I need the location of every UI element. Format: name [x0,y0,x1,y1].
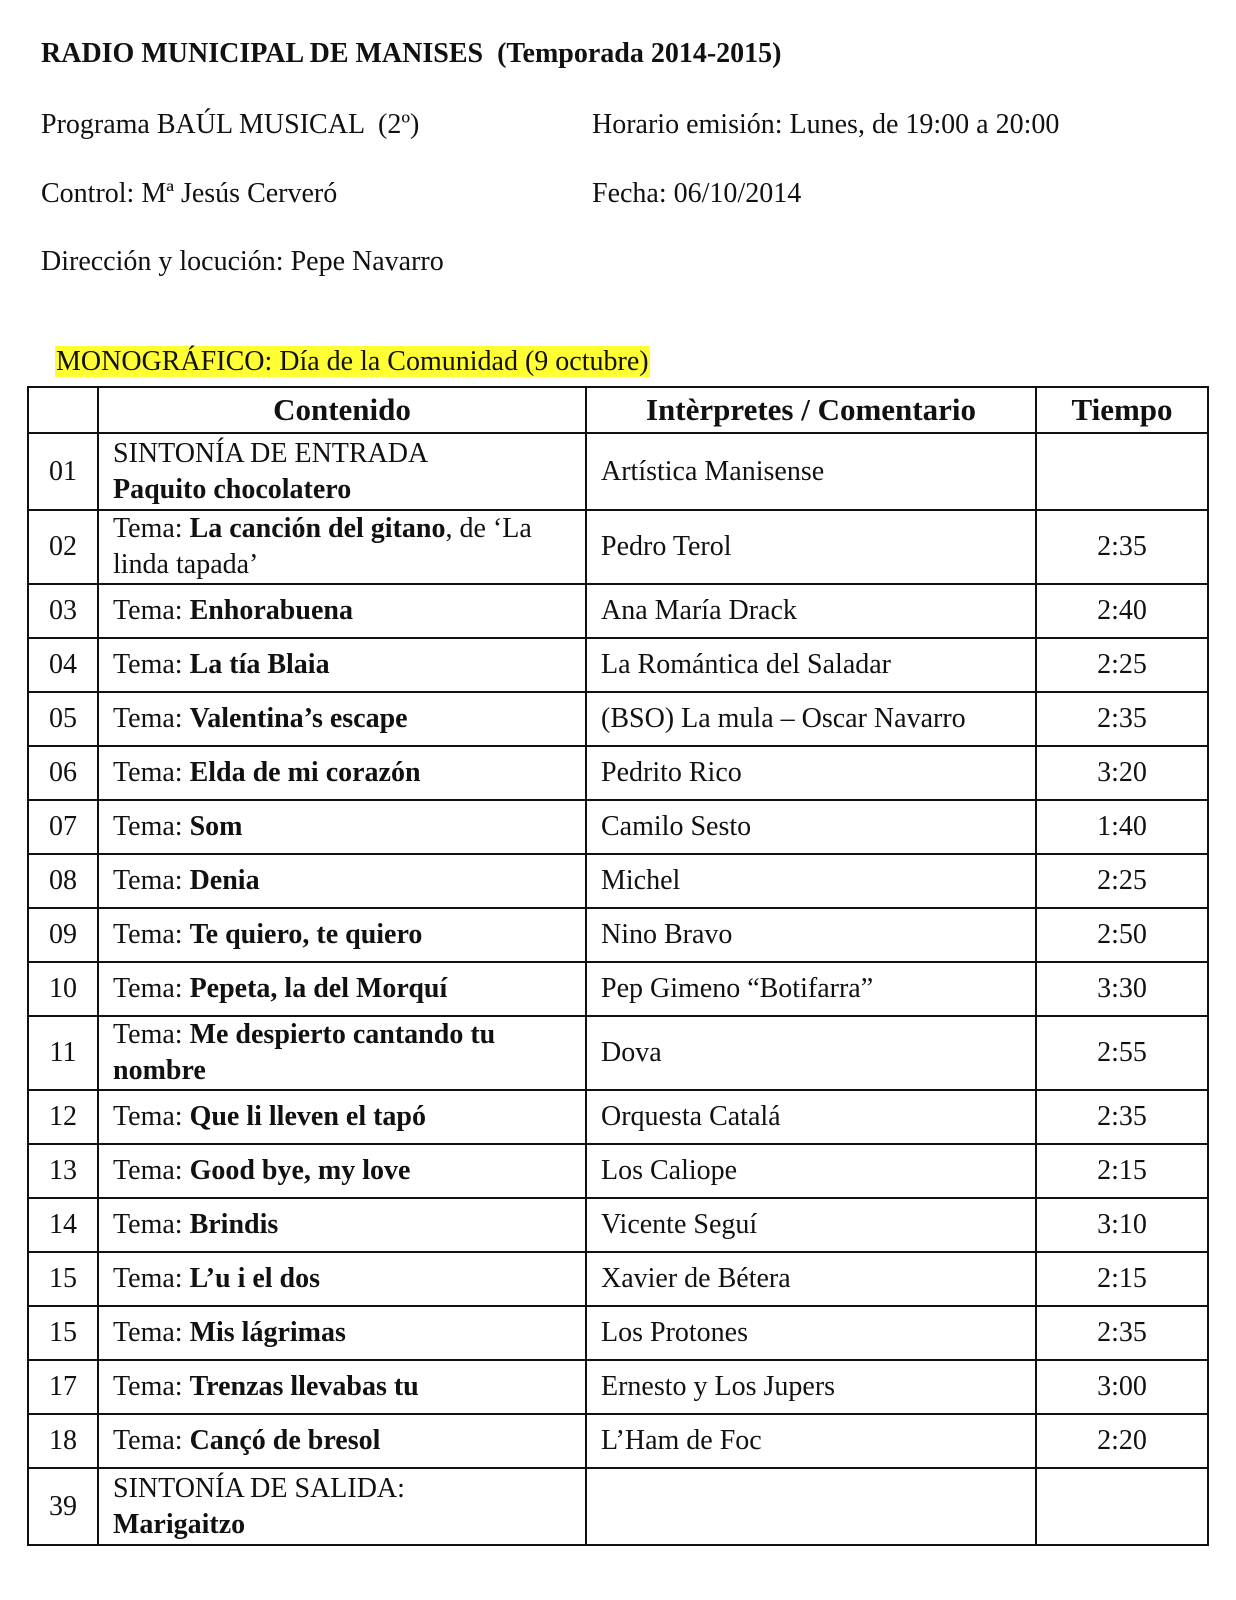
monographic-line [41,314,650,378]
row-time: 2:20 [1036,1414,1208,1468]
content-prefix: Tema: [113,1425,190,1456]
row-content [98,1360,586,1414]
row-time: 2:15 [1036,1252,1208,1306]
row-number: 08 [28,854,98,908]
song-title: Brindis [189,1209,279,1240]
row-time: 3:30 [1036,962,1208,1016]
row-performer: Ernesto y Los Jupers [586,1360,1036,1414]
row-content [98,854,586,908]
row-number: 02 [28,510,98,584]
header-number [28,387,98,433]
row-content [98,1252,586,1306]
song-title: Elda de mi corazón [189,757,421,788]
row-content [98,908,586,962]
table-row [28,1016,1208,1090]
row-number: 15 [28,1252,98,1306]
row-performer: Camilo Sesto [586,800,1036,854]
monographic-highlight: MONOGRÁFICO: Día de la Comunidad (9 octubre) [56,346,649,377]
content-prefix: Tema: [113,1019,190,1050]
row-number: 10 [28,962,98,1016]
row-content [98,746,586,800]
row-content [98,433,586,510]
row-number: 09 [28,908,98,962]
row-time [1036,433,1208,510]
header-content: Contenido [98,387,586,433]
table-row [28,1198,1208,1252]
row-number: 06 [28,746,98,800]
content-prefix: Tema: [113,811,190,842]
song-title: Pepeta, la del Morquí [189,973,448,1004]
row-time: 1:40 [1036,800,1208,854]
row-performer: Vicente Seguí [586,1198,1036,1252]
playlist-table [27,386,1209,1546]
row-content [98,584,586,638]
row-time: 3:20 [1036,746,1208,800]
row-time: 2:15 [1036,1144,1208,1198]
row-content [98,1090,586,1144]
row-performer: Pep Gimeno “Botifarra” [586,962,1036,1016]
row-number: 11 [28,1016,98,1090]
row-performer: Pedro Terol [586,510,1036,584]
row-content [98,1198,586,1252]
song-title: Me despierto cantando tu nombre [113,1019,496,1086]
row-time: 2:40 [1036,584,1208,638]
content-prefix: Tema: [113,703,190,734]
table-row [28,584,1208,638]
row-performer: (BSO) La mula – Oscar Navarro [586,692,1036,746]
table-row [28,854,1208,908]
row-performer: Los Protones [586,1306,1036,1360]
row-performer: Pedrito Rico [586,746,1036,800]
row-performer: L’Ham de Foc [586,1414,1036,1468]
content-prefix: Tema: [113,649,190,680]
row-content [98,638,586,692]
content-prefix: Tema: [113,1371,190,1402]
song-title: Som [189,811,243,842]
row-performer: Ana María Drack [586,584,1036,638]
row-performer: Orquesta Catalá [586,1090,1036,1144]
row-time: 2:35 [1036,1306,1208,1360]
row-time: 2:25 [1036,854,1208,908]
row-number: 14 [28,1198,98,1252]
row-performer: Artística Manisense [586,433,1036,510]
table-row [28,800,1208,854]
row-content [98,1144,586,1198]
song-title: Denia [189,865,260,896]
content-prefix: Tema: [113,1317,190,1348]
table-row [28,1468,1208,1545]
song-title: Good bye, my love [189,1155,411,1186]
table-row [28,433,1208,510]
song-title: La canción del gitano [189,513,446,544]
song-title: Te quiero, te quiero [189,919,423,950]
row-performer: Dova [586,1016,1036,1090]
content-prefix: Tema: [113,865,190,896]
table-row [28,1252,1208,1306]
row-number: 15 [28,1306,98,1360]
program-name: Programa BAÚL MUSICAL (2º) [41,109,420,140]
row-number: 39 [28,1468,98,1545]
content-prefix: Tema: [113,1209,190,1240]
row-number: 05 [28,692,98,746]
row-time [1036,1468,1208,1545]
content-suffix: , de ‘La linda tapada’ [113,513,532,580]
row-number: 12 [28,1090,98,1144]
row-number: 13 [28,1144,98,1198]
row-number: 03 [28,584,98,638]
table-row [28,1144,1208,1198]
table-row [28,510,1208,584]
content-prefix: SINTONÍA DE ENTRADA [113,437,429,469]
table-row [28,962,1208,1016]
row-time: 3:10 [1036,1198,1208,1252]
row-performer: Michel [586,854,1036,908]
table-header-row [28,387,1208,433]
content-prefix: Tema: [113,757,190,788]
song-title: Enhorabuena [189,595,353,626]
content-prefix: Tema: [113,513,190,544]
content-prefix: Tema: [113,1101,190,1132]
row-performer: La Romántica del Saladar [586,638,1036,692]
row-number: 18 [28,1414,98,1468]
row-number: 04 [28,638,98,692]
row-number: 01 [28,433,98,510]
table-body [28,433,1208,1545]
header-performers: Intèrpretes / Comentario [586,387,1036,433]
row-performer: Los Caliope [586,1144,1036,1198]
row-time: 2:25 [1036,638,1208,692]
control-credit: Control: Mª Jesús Cerveró [41,178,338,209]
row-time: 2:55 [1036,1016,1208,1090]
row-content [98,800,586,854]
song-title: L’u i el dos [189,1263,321,1294]
song-title: Que li lleven el tapó [189,1101,426,1132]
content-prefix: SINTONÍA DE SALIDA: [113,1472,405,1504]
song-title: Trenzas llevabas tu [189,1371,419,1402]
row-content [98,1016,586,1090]
direction-credit: Dirección y locución: Pepe Navarro [41,246,444,277]
content-prefix: Tema: [113,919,190,950]
table-row [28,908,1208,962]
song-title: La tía Blaia [189,649,330,680]
table-row [28,692,1208,746]
table-row [28,1414,1208,1468]
row-time: 2:35 [1036,510,1208,584]
row-performer [586,1468,1036,1545]
content-prefix: Tema: [113,1155,190,1186]
document-title: RADIO MUNICIPAL DE MANISES (Temporada 2014-2015) [41,38,782,69]
row-content [98,510,586,584]
row-number: 07 [28,800,98,854]
broadcast-schedule: Horario emisión: Lunes, de 19:00 a 20:00 [592,109,1060,140]
table-row [28,1090,1208,1144]
content-prefix: Tema: [113,1263,190,1294]
row-time: 2:35 [1036,1090,1208,1144]
song-title: Paquito chocolatero [113,473,352,505]
table-row [28,638,1208,692]
row-content [98,1306,586,1360]
song-title: Mis lágrimas [189,1317,346,1348]
row-time: 3:00 [1036,1360,1208,1414]
table-row [28,1306,1208,1360]
row-content [98,1468,586,1545]
row-content [98,692,586,746]
row-content [98,962,586,1016]
broadcast-date: Fecha: 06/10/2014 [592,178,802,209]
row-content [98,1414,586,1468]
header-time: Tiempo [1036,387,1208,433]
table-row [28,1360,1208,1414]
song-title: Cançó de bresol [189,1425,381,1456]
row-performer: Xavier de Bétera [586,1252,1036,1306]
content-prefix: Tema: [113,595,190,626]
row-number: 17 [28,1360,98,1414]
row-time: 2:50 [1036,908,1208,962]
song-title: Marigaitzo [113,1508,246,1540]
row-time: 2:35 [1036,692,1208,746]
table-row [28,746,1208,800]
song-title: Valentina’s escape [189,703,408,734]
row-performer: Nino Bravo [586,908,1036,962]
content-prefix: Tema: [113,973,190,1004]
